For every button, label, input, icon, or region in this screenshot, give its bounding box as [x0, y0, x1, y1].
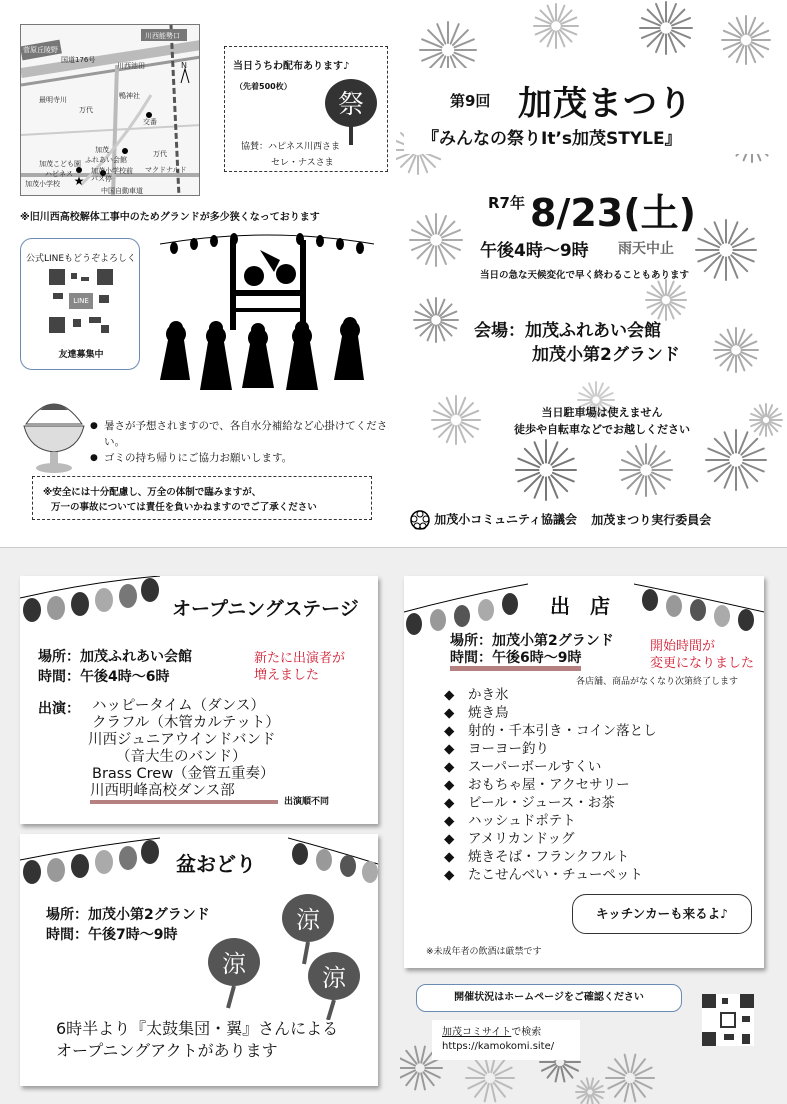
- map-label: 最明寺川: [39, 96, 67, 104]
- stall-name: ビール・ジュース・お茶: [468, 795, 615, 811]
- rain-notice: 雨天中止: [618, 241, 674, 257]
- homepage-qr-code[interactable]: [702, 994, 754, 1046]
- fan-char: 涼: [222, 950, 246, 978]
- diamond-bullet-icon: ◆: [444, 687, 455, 703]
- svg-text:★: ★: [73, 174, 85, 188]
- emblem-icon: [410, 510, 430, 530]
- soldout-note: 各店舗、商品がなくなり次第終了します: [576, 677, 739, 687]
- sponsor-line-1: 協賛：ハピネス川西さま: [241, 142, 341, 152]
- uchiwa-limit: （先着500枚）: [235, 82, 292, 91]
- shaved-ice-icon: [20, 384, 88, 476]
- early-end-note: 当日の急な天候変化で早く終わることもあります: [480, 270, 690, 281]
- performers-list: [88, 698, 280, 804]
- parking-line: 当日駐車場は使えません: [541, 406, 663, 419]
- opening-time: 時間：午後4時〜6時: [38, 669, 170, 685]
- map-label: 万代: [79, 106, 93, 114]
- stalls-time: [450, 650, 581, 671]
- stall-item: [444, 704, 657, 722]
- safety-notice: [32, 476, 372, 520]
- organizer-1: 加茂小コミュニティ協議会: [434, 512, 577, 527]
- parking-notice: [452, 404, 752, 438]
- event-subtitle: 『みんなの祭りIt’s加茂STYLE』: [422, 129, 682, 149]
- diamond-bullet-icon: ◆: [444, 777, 455, 793]
- performer: クラフル（木管カルテット）: [92, 715, 280, 731]
- stall-item: [444, 866, 657, 884]
- opening-place: 場所：加茂ふれあい会館: [38, 649, 192, 665]
- map-label: 菅原丘陵野: [23, 46, 58, 54]
- stall-name: ハッシュドポテト: [468, 813, 576, 829]
- diamond-bullet-icon: ◆: [444, 831, 455, 847]
- opening-act-note: [56, 1018, 338, 1062]
- organizers: [410, 510, 711, 530]
- top-section: [0, 0, 787, 548]
- lanterns-icon: [20, 834, 170, 894]
- event-time: 午後4時〜9時: [480, 241, 589, 261]
- stall-item: [444, 812, 657, 830]
- festival-fan-icon: [321, 75, 381, 145]
- stall-name: おもちゃ屋・アクセサリー: [468, 777, 630, 793]
- change-line: 開始時間が: [650, 639, 716, 654]
- safety-line: 万一の事故については責任を負いかねますのでご了承ください: [51, 502, 317, 513]
- venue-line-1: 会場：加茂ふれあい会館: [474, 321, 661, 341]
- bon-odori-card: [20, 834, 378, 1086]
- stalls-card: [404, 576, 764, 968]
- line-box: [20, 238, 140, 370]
- stalls-time-text: 時間：午後6時〜9時: [450, 650, 581, 671]
- stalls-place: 場所：加茂小第2グランド: [450, 633, 614, 649]
- notice-item: ● ゴミの持ち帰りにご協力お願いします。: [90, 450, 390, 466]
- lanterns-icon: [288, 834, 378, 890]
- line-title: 公式LINEもどうぞよろしく: [25, 254, 137, 264]
- map-label: 国道176号: [61, 56, 96, 64]
- map-label: 加茂: [95, 146, 109, 154]
- alcohol-note: ※未成年者の飲酒は厳禁です: [426, 947, 542, 957]
- stall-item: [444, 848, 657, 866]
- stall-item: [444, 776, 657, 794]
- search-text: で検索: [511, 1027, 542, 1038]
- diamond-bullet-icon: ◆: [444, 741, 455, 757]
- site-name-link[interactable]: 加茂コミサイト: [442, 1027, 512, 1038]
- stall-name: かき氷: [468, 687, 509, 703]
- map-label: 加茂小学校前バス停: [91, 167, 133, 183]
- line-qr-code[interactable]: [49, 269, 113, 333]
- fan-char: 涼: [296, 906, 320, 934]
- performer: 川西明峰高校ダンス部: [90, 783, 278, 804]
- ground-note: ※旧川西高校解体工事中のためグランドが多少狭くなっております: [20, 212, 320, 223]
- site-box[interactable]: [432, 1020, 580, 1060]
- map-label: 万代: [153, 150, 167, 158]
- line-caption: 友達募集中: [58, 350, 104, 360]
- organizer-2: 加茂まつり実行委員会: [591, 512, 712, 527]
- lanterns-icon: [634, 576, 764, 636]
- stall-item: [444, 758, 657, 776]
- map-label: 加茂小学校: [25, 180, 60, 188]
- performers-label: 出演：: [38, 701, 80, 717]
- performer: 川西ジュニアウインドバンド: [88, 732, 276, 748]
- bon-dancers-illustration: [150, 230, 384, 400]
- map-label: 加茂こども園: [39, 160, 81, 168]
- performer: （音大生のバンド）: [116, 749, 247, 765]
- access-map: [20, 24, 200, 196]
- map-label: 鴨神社: [119, 92, 140, 100]
- map-label: ハピネス: [45, 170, 73, 178]
- lanterns-icon: [20, 576, 170, 636]
- north-label: N: [181, 61, 187, 70]
- change-line: 変更になりました: [650, 656, 755, 671]
- diamond-bullet-icon: ◆: [444, 705, 455, 721]
- bon-title: 盆おどり: [176, 852, 256, 876]
- notice-item: ● 暑さが予想されますので、各自水分補給など心掛けてください。: [90, 418, 390, 450]
- stall-name: ヨーヨー釣り: [468, 741, 549, 757]
- homepage-note: 開催状況はホームページをご確認ください: [416, 984, 682, 1012]
- stall-name: 焼きそば・フランクフルト: [468, 849, 630, 865]
- map-label: 川西能勢口: [145, 32, 180, 40]
- lanterns-icon: [404, 576, 534, 636]
- sponsor-line-2: セレ・ナスさま: [271, 158, 334, 168]
- order-note: 出演順不同: [284, 797, 330, 807]
- diamond-bullet-icon: ◆: [444, 795, 455, 811]
- performer: Brass Crew（金管五重奏）: [92, 766, 275, 782]
- safety-line: ※安全には十分配慮し、万全の体制で臨みますが、: [43, 487, 262, 498]
- uchiwa-title: 当日うちわ配布あります♪: [233, 61, 350, 72]
- map-label: 中国自動車道: [101, 187, 143, 195]
- uchiwa-fans-illustration: [200, 890, 376, 1020]
- stall-name: 焼き鳥: [468, 705, 509, 721]
- line-logo: LINE: [69, 293, 93, 309]
- opening-title: オープニングステージ: [172, 598, 359, 620]
- site-url[interactable]: https://kamokomi.site/: [442, 1041, 555, 1052]
- edition: 第9回: [450, 92, 491, 110]
- stall-list: [444, 686, 657, 884]
- kitchen-car-bubble: キッチンカーも来るよ♪: [572, 894, 752, 934]
- fan-char: 涼: [322, 964, 346, 992]
- fan-char: 祭: [337, 90, 365, 120]
- map-label: 川西池田: [117, 62, 145, 70]
- new-note-line: 増えました: [254, 668, 320, 683]
- stall-item: [444, 794, 657, 812]
- stall-item: [444, 830, 657, 848]
- new-note-line: 新たに出演者が: [254, 651, 346, 666]
- map-label: マクドナルド: [145, 166, 187, 174]
- diamond-bullet-icon: ◆: [444, 723, 455, 739]
- performer: ハッピータイム（ダンス）: [92, 698, 265, 714]
- stall-name: たこせんべい・チューペット: [468, 867, 643, 883]
- new-performers-note: [254, 650, 345, 684]
- bon-time: 時間：午後7時〜9時: [46, 927, 178, 943]
- act-line: 6時半より『太鼓集団・翼』さんによる: [56, 1019, 339, 1038]
- event-date: 8/23(土): [530, 191, 696, 235]
- bon-place: 場所：加茂小第2グランド: [46, 907, 210, 923]
- map-label: 交番: [143, 118, 157, 126]
- stall-name: スーパーボールすくい: [468, 759, 602, 775]
- stall-item: [444, 686, 657, 704]
- diamond-bullet-icon: ◆: [444, 759, 455, 775]
- event-era: R7年: [488, 194, 525, 212]
- venue-line-2: 加茂小第2グランド: [532, 345, 680, 365]
- time-change-note: [650, 638, 754, 672]
- notice-list: [90, 418, 390, 466]
- opening-stage-card: [20, 576, 378, 824]
- uchiwa-notice-box: [224, 46, 388, 172]
- map-label: ふれあい会館: [85, 156, 127, 164]
- diamond-bullet-icon: ◆: [444, 867, 455, 883]
- diamond-bullet-icon: ◆: [444, 813, 455, 829]
- act-line: オープニングアクトがあります: [56, 1041, 278, 1060]
- stall-name: アメリカンドッグ: [468, 831, 575, 847]
- event-title: 加茂まつり: [518, 84, 693, 124]
- stall-item: [444, 740, 657, 758]
- stall-name: 射的・千本引き・コイン落とし: [468, 723, 657, 739]
- diamond-bullet-icon: ◆: [444, 849, 455, 865]
- stall-item: [444, 722, 657, 740]
- parking-line: 徒歩や自転車などでお越しください: [514, 423, 690, 436]
- stalls-title: 出 店: [550, 594, 610, 618]
